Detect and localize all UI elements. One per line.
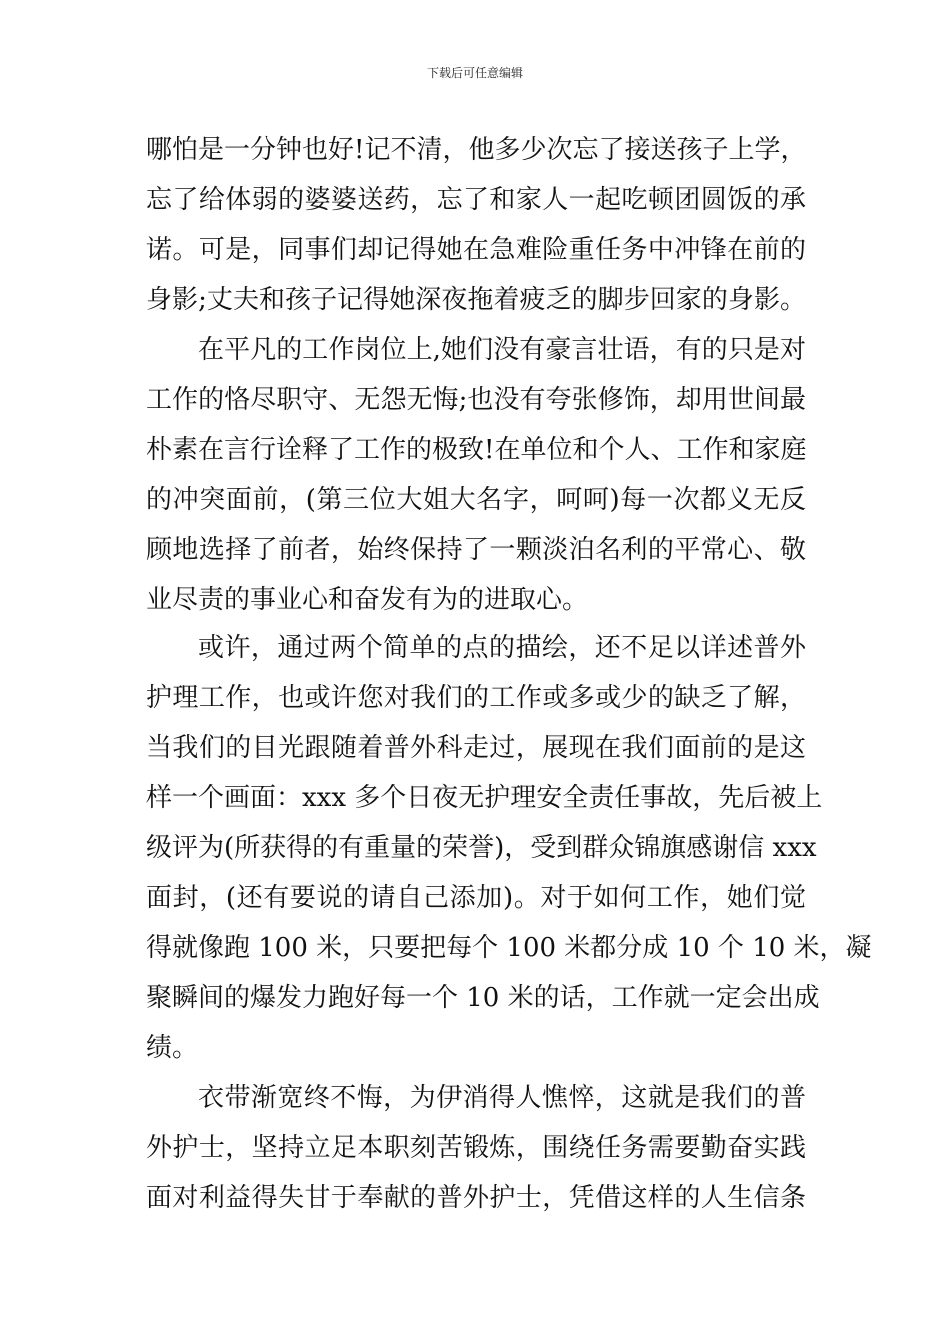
text-line-content: 样一个画面：xxx 多个日夜无护理安全责任事故，先后被上: [146, 783, 823, 813]
text-line: [0, 780, 950, 816]
text-line-content: 当我们的目光跟随着普外科走过，展现在我们面前的是这: [146, 733, 806, 763]
text-line: [0, 880, 950, 916]
text-line: [0, 1180, 950, 1216]
text-line: [0, 582, 950, 618]
text-line-content: 工作的恪尽职守、无怨无悔;也没有夸张修饰，却用世间最: [146, 385, 806, 415]
paragraph-first-line: 或许，通过两个简单的点的描绘，还不足以详述普外: [198, 633, 806, 663]
text-line-content: 朴素在言行诠释了工作的极致!在单位和个人、工作和家庭: [146, 435, 807, 465]
text-line: [0, 432, 950, 468]
paragraph-last-line: 业尽责的事业心和奋发有为的进取心。: [146, 585, 589, 615]
download-note: 下载后可任意编辑: [426, 66, 523, 80]
text-line-content: 级评为(所获得的有重量的荣誉)，受到群众锦旗感谢信 xxx: [146, 833, 817, 863]
text-line: [0, 680, 950, 716]
text-line: [0, 182, 950, 218]
text-line-content: 外护士，坚持立足本职刻苦锻炼，围绕任务需要勤奋实践: [146, 1133, 806, 1163]
paragraph-first-line: 衣带渐宽终不悔，为伊消得人憔悴，这就是我们的普: [198, 1083, 806, 1113]
text-line: [0, 332, 950, 368]
text-line-content: 哪怕是一分钟也好!记不清，他多少次忘了接送孩子上学，: [146, 135, 807, 165]
text-line: [0, 532, 950, 568]
text-line: [0, 1030, 950, 1066]
text-line: [0, 282, 950, 318]
text-line-content: 得就像跑 100 米，只要把每个 100 米都分成 10 个 10 米，凝: [146, 933, 872, 963]
text-line-content: 忘了给体弱的婆婆送药，忘了和家人一起吃顿团圆饭的承: [146, 185, 806, 215]
text-line: [0, 132, 950, 168]
text-line-content: 护理工作，也或许您对我们的工作或多或少的缺乏了解，: [146, 683, 806, 713]
text-line: [0, 630, 950, 666]
text-line: [0, 980, 950, 1016]
text-line: [0, 382, 950, 418]
text-line: [0, 930, 950, 966]
text-line-content: 身影;丈夫和孩子记得她深夜拖着疲乏的脚步回家的身影。: [146, 285, 806, 315]
text-line-content: 面封，(还有要说的请自己添加)。对于如何工作，她们觉: [146, 883, 806, 913]
text-line: [0, 1080, 950, 1116]
text-line-content: 诺。可是，同事们却记得她在急难险重任务中冲锋在前的: [146, 235, 806, 265]
text-line: [0, 730, 950, 766]
paragraph-last-line: 绩。: [146, 1033, 199, 1063]
text-line-content: 的冲突面前，(第三位大姐大名字，呵呵)每一次都义无反: [146, 485, 806, 515]
text-line-content: 顾地选择了前者，始终保持了一颗淡泊名利的平常心、敬: [146, 535, 806, 565]
text-line: [0, 232, 950, 268]
text-line: [0, 482, 950, 518]
text-line-content: 聚瞬间的爆发力跑好每一个 10 米的话，工作就一定会出成: [146, 983, 820, 1013]
text-line: [0, 830, 950, 866]
text-line: [0, 1130, 950, 1166]
paragraph-first-line: 在平凡的工作岗位上,她们没有豪言壮语，有的只是对: [198, 335, 806, 365]
text-line-content: 面对利益得失甘于奉献的普外护士，凭借这样的人生信条: [146, 1183, 806, 1213]
